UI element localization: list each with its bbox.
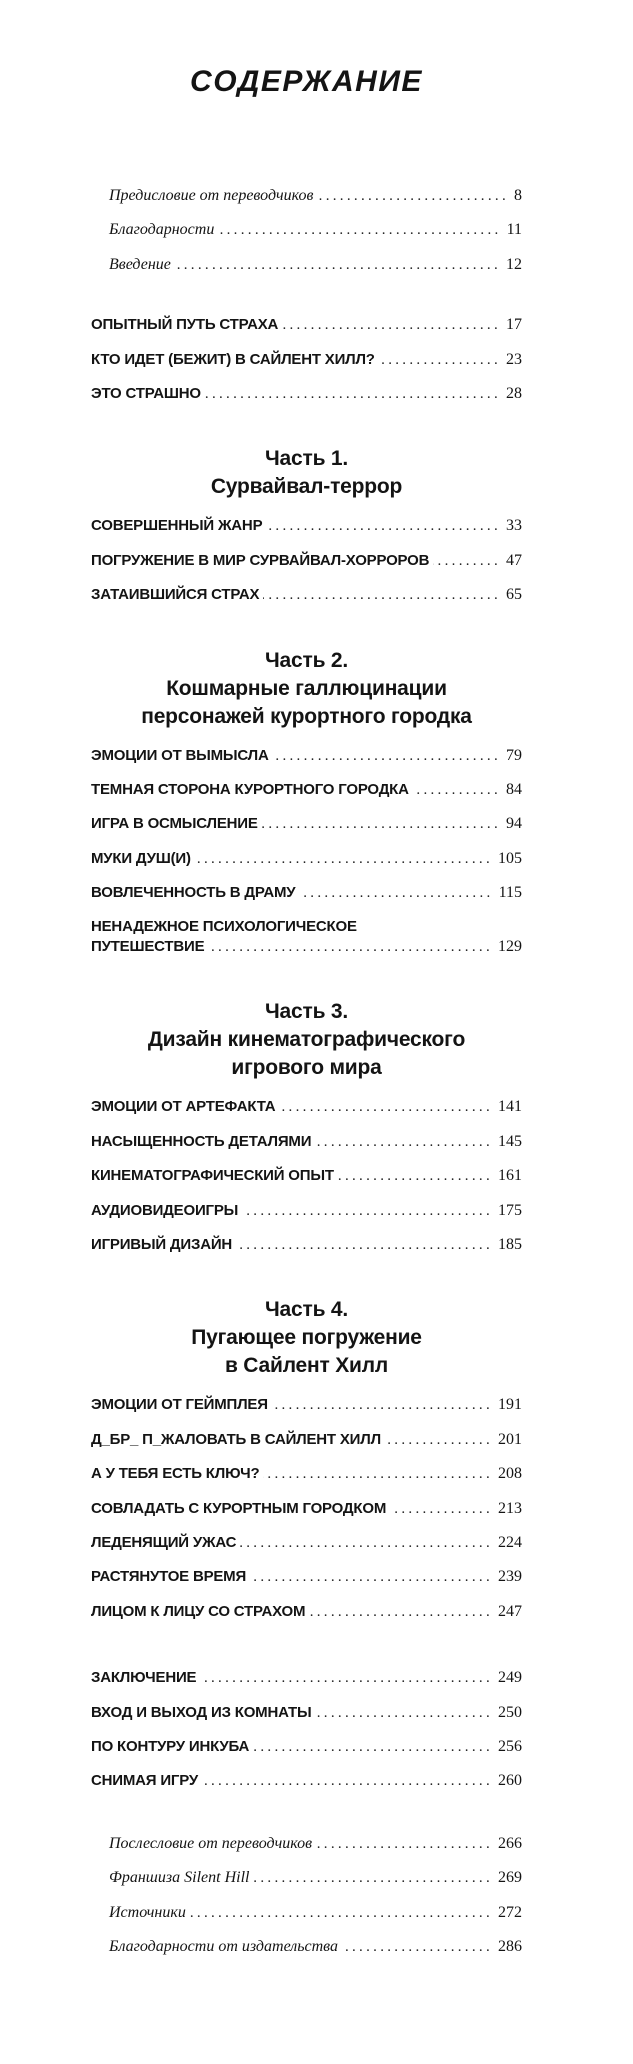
entry-title: Благодарности: [109, 221, 215, 239]
page-number: 272: [498, 1903, 522, 1921]
entry-title: ЗАКЛЮЧЕНИЕ: [91, 1669, 197, 1687]
page-number: 12: [506, 255, 522, 273]
toc-entry: [91, 1423, 522, 1457]
part-title: игрового мира: [231, 1056, 382, 1080]
entry-title: Д_БР_ П_ЖАЛОВАТЬ В САЙЛЕНТ ХИЛЛ: [91, 1430, 381, 1448]
dot-leader: [240, 1526, 493, 1560]
entry-title: Введение: [109, 255, 171, 273]
toc-entry: [91, 377, 522, 411]
dot-leader: [272, 1388, 493, 1422]
page-number: 175: [498, 1201, 522, 1219]
part-chapters-list: [91, 509, 522, 612]
page-number: 28: [506, 384, 522, 402]
entry-title: ЗАТАИВШИЙСЯ СТРАХ: [91, 586, 260, 604]
page-number: 115: [498, 884, 522, 902]
dot-leader: [390, 1492, 493, 1526]
dot-leader: [266, 509, 501, 543]
toc-entry: [91, 1560, 522, 1594]
toc-entry: [91, 1159, 522, 1193]
dot-leader: [318, 179, 510, 213]
part-heading: [91, 445, 522, 501]
page-number: 8: [514, 187, 522, 204]
toc-entry: [91, 1696, 522, 1730]
toc-entry: [91, 308, 522, 342]
part-title: Сурвайвал-террор: [210, 475, 403, 499]
part-title: персонажей курортного городка: [141, 704, 472, 728]
toc-entry: [109, 179, 522, 213]
part-chapters-list: [91, 1388, 522, 1629]
dot-leader: [218, 213, 501, 247]
dot-leader: [253, 1730, 493, 1764]
entry-title: КИНЕМАТОГРАФИЧЕСКИЙ ОПЫТ: [91, 1167, 334, 1185]
opening-chapters-list: [91, 308, 522, 411]
page-number: 145: [498, 1132, 522, 1150]
part-chapters-list: [91, 1090, 522, 1262]
toc-entry: [91, 1388, 522, 1422]
page-number: 129: [498, 938, 522, 956]
entry-title: ЭМОЦИИ ОТ ВЫМЫСЛА: [91, 746, 269, 764]
toc-entry: [91, 1661, 522, 1695]
toc-entry: [91, 1194, 522, 1228]
dot-leader: [315, 1696, 493, 1730]
dot-leader: [309, 1595, 493, 1629]
page-number: 84: [506, 780, 522, 798]
part-heading: [91, 647, 522, 731]
entry-title: Источники: [109, 1903, 186, 1921]
entry-title: РАСТЯНУТОЕ ВРЕМЯ: [91, 1568, 247, 1586]
entry-title: ОПЫТНЫЙ ПУТЬ СТРАХА: [91, 316, 279, 334]
dot-leader: [208, 937, 493, 957]
dot-leader: [282, 308, 501, 342]
toc-entry: [91, 544, 522, 578]
toc-entry: [91, 1228, 522, 1262]
page-number: 33: [506, 517, 522, 535]
toc-entry: [91, 1090, 522, 1124]
toc-entry: [91, 1125, 522, 1159]
dot-leader: [242, 1194, 493, 1228]
entry-title: Благодарности от издательства: [109, 1937, 339, 1955]
page-number: 213: [498, 1499, 522, 1517]
toc-entry: [91, 1595, 522, 1629]
part-chapters-list: [91, 739, 522, 965]
back-matter-list: [91, 1827, 522, 1965]
dot-leader: [342, 1930, 493, 1964]
entry-title: Послесловие от переводчиков: [109, 1834, 313, 1852]
entry-title: АУДИОВИДЕОИГРЫ: [91, 1201, 239, 1219]
toc-entry: [109, 1896, 522, 1930]
entry-title: Предисловие от переводчиков: [109, 187, 314, 204]
page-number: 94: [506, 815, 522, 833]
entry-title: СОВЕРШЕННЫЙ ЖАНР: [91, 517, 263, 535]
toc-entry: [91, 1730, 522, 1764]
entry-title: НЕНАДЕЖНОЕ ПСИХОЛОГИЧЕСКОЕ: [91, 918, 357, 936]
front-matter-list: [91, 179, 522, 282]
page-number: 247: [498, 1602, 522, 1620]
toc-entry: [91, 910, 522, 964]
entry-title: Франшиза Silent Hill: [109, 1869, 250, 1887]
dot-leader: [195, 842, 493, 876]
page-number: 11: [506, 221, 522, 239]
entry-title: ТЕМНАЯ СТОРОНА КУРОРТНОГО ГОРОДКА: [91, 780, 409, 798]
toc-entry: [109, 213, 522, 247]
dot-leader: [385, 1423, 493, 1457]
entry-title: СНИМАЯ ИГРУ: [91, 1772, 198, 1790]
entry-title: ПУТЕШЕСТВИЕ: [91, 938, 205, 956]
entry-title: ЛЕДЕНЯЩИЙ УЖАС: [91, 1533, 237, 1551]
toc-entry: [91, 739, 522, 773]
entry-line: [91, 937, 522, 957]
dot-leader: [253, 1861, 493, 1895]
toc-entry: [91, 1492, 522, 1526]
entry-title: СОВЛАДАТЬ С КУРОРТНЫМ ГОРОДКОМ: [91, 1499, 387, 1517]
page-number: 286: [498, 1937, 522, 1955]
part-title: Пугающее погружение: [191, 1326, 422, 1350]
part-heading: [91, 998, 522, 1082]
page-number: 161: [498, 1167, 522, 1185]
toc-entry: [91, 876, 522, 910]
toc-entry: [91, 509, 522, 543]
entry-title: ИГРА В ОСМЫСЛЕНИЕ: [91, 815, 258, 833]
toc-entry: [109, 1930, 522, 1964]
entry-title: ЭМОЦИИ ОТ ГЕЙМПЛЕЯ: [91, 1396, 268, 1414]
dot-leader: [273, 739, 501, 773]
part-title: в Сайлент Хилл: [224, 1354, 389, 1378]
page-number: 23: [506, 350, 522, 368]
entry-title: А У ТЕБЯ ЕСТЬ КЛЮЧ?: [91, 1465, 260, 1483]
entry-title: ВОВЛЕЧЕННОСТЬ В ДРАМУ: [91, 884, 296, 902]
page-number: 17: [506, 316, 522, 334]
dot-leader: [202, 1764, 493, 1798]
dot-leader: [250, 1560, 493, 1594]
dot-leader: [200, 1661, 493, 1695]
part-label: Часть 4.: [264, 1298, 349, 1322]
dot-leader: [299, 876, 493, 910]
dot-leader: [279, 1090, 493, 1124]
toc-entry: [109, 1827, 522, 1861]
toc-entry: [91, 1526, 522, 1560]
page-number: 208: [498, 1465, 522, 1483]
toc-entry: [91, 773, 522, 807]
dot-leader: [236, 1228, 493, 1262]
entry-title: ЛИЦОМ К ЛИЦУ СО СТРАХОМ: [91, 1602, 306, 1620]
entry-title: ЭМОЦИИ ОТ АРТЕФАКТА: [91, 1098, 276, 1116]
page-number: 269: [498, 1869, 522, 1887]
toc-entry: [91, 1764, 522, 1798]
part-title: Кошмарные галлюцинации: [166, 676, 447, 700]
toc-entry: [91, 842, 522, 876]
toc-entry: [91, 578, 522, 612]
dot-leader: [205, 377, 501, 411]
part-label: Часть 3.: [264, 1000, 349, 1024]
toc-entry: [91, 343, 522, 377]
entry-title: ПО КОНТУРУ ИНКУБА: [91, 1737, 250, 1755]
dot-leader: [338, 1159, 493, 1193]
page-number: 239: [498, 1568, 522, 1586]
entry-line: [91, 917, 522, 937]
dot-leader: [433, 544, 501, 578]
dot-leader: [262, 807, 501, 841]
entry-title: ИГРИВЫЙ ДИЗАЙН: [91, 1236, 233, 1254]
dot-leader: [315, 1125, 493, 1159]
page-number: 79: [506, 746, 522, 764]
page-number: 201: [498, 1430, 522, 1448]
entry-title: НАСЫЩЕННОСТЬ ДЕТАЛЯМИ: [91, 1132, 312, 1150]
page-number: 105: [498, 849, 522, 867]
dot-leader: [379, 343, 501, 377]
dot-leader: [413, 773, 501, 807]
entry-title: ПОГРУЖЕНИЕ В МИР СУРВАЙВАЛ-ХОРРОРОВ: [91, 551, 430, 569]
dot-leader: [263, 1457, 493, 1491]
page-number: 191: [498, 1396, 522, 1414]
dot-leader: [263, 578, 501, 612]
part-label: Часть 2.: [264, 648, 349, 672]
entry-title: ВХОД И ВЫХОД ИЗ КОМНАТЫ: [91, 1703, 312, 1721]
page-number: 250: [498, 1703, 522, 1721]
entry-title: КТО ИДЕТ (БЕЖИТ) В САЙЛЕНТ ХИЛЛ?: [91, 350, 375, 368]
table-of-contents: [91, 0, 522, 1964]
toc-entry: [109, 248, 522, 282]
page-number: 266: [498, 1834, 522, 1852]
closing-chapters-list: [91, 1661, 522, 1799]
page-title: СОДЕРЖАНИЕ: [190, 65, 423, 98]
page-number: 260: [498, 1772, 522, 1790]
page-number: 141: [498, 1098, 522, 1116]
toc-entry: [91, 1457, 522, 1491]
page-number: 185: [498, 1236, 522, 1254]
page-number: 256: [498, 1737, 522, 1755]
dot-leader: [190, 1896, 493, 1930]
entry-title: ЭТО СТРАШНО: [91, 384, 201, 402]
toc-entry: [109, 1861, 522, 1895]
entry-title: МУКИ ДУШ(И): [91, 849, 191, 867]
part-title: Дизайн кинематографического: [147, 1028, 466, 1052]
page-number: 65: [506, 586, 522, 604]
part-heading: [91, 1296, 522, 1380]
part-label: Часть 1.: [264, 447, 349, 471]
page-number: 47: [506, 551, 522, 569]
dot-leader: [316, 1827, 493, 1861]
dot-leader: [175, 248, 501, 282]
page-number: 249: [498, 1669, 522, 1687]
page-number: 224: [498, 1533, 522, 1551]
toc-entry: [91, 807, 522, 841]
